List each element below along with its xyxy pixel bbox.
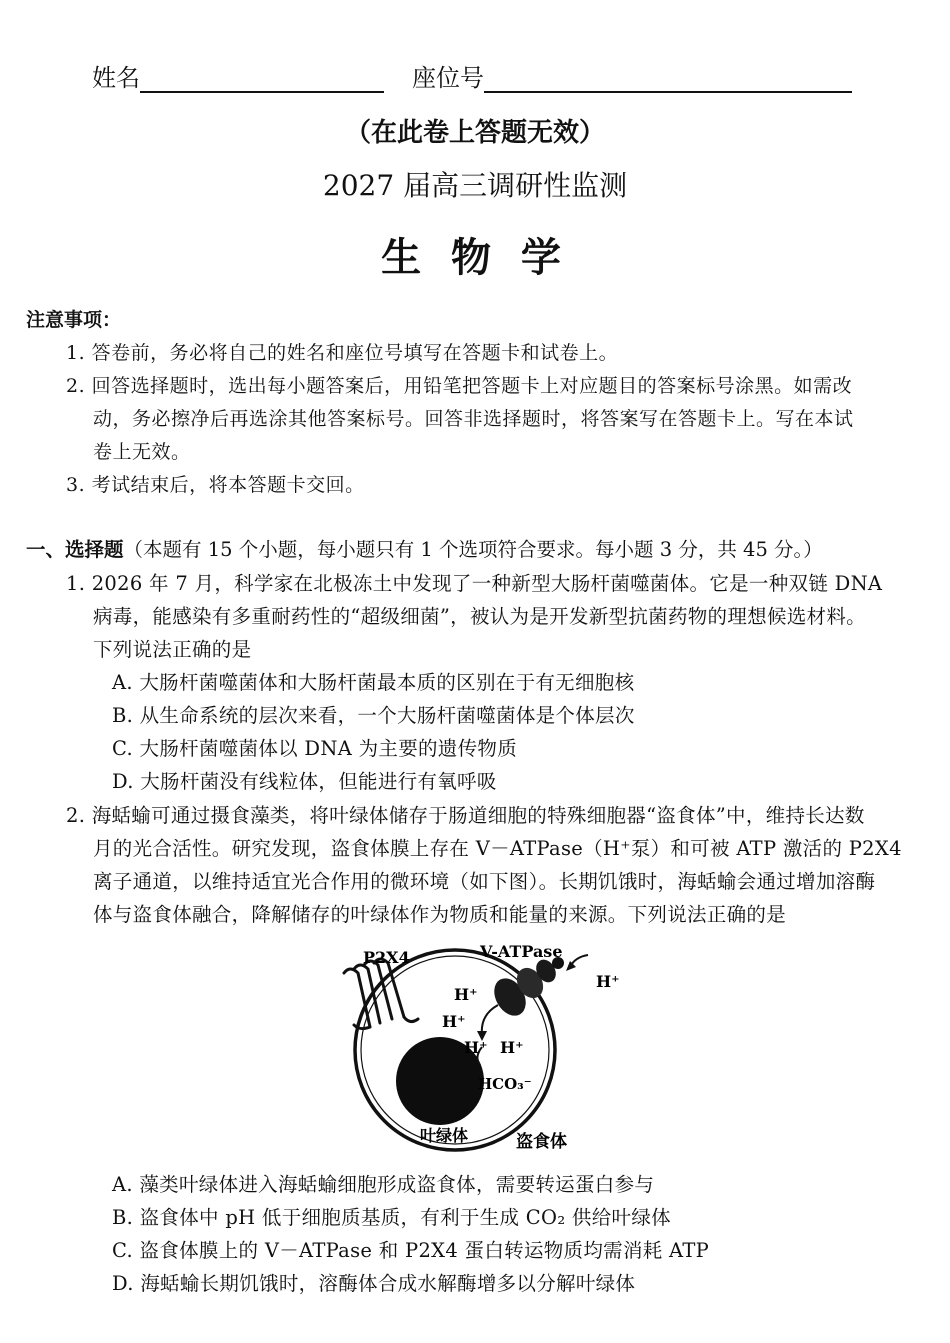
q1-option-c: C. 大肠杆菌噬菌体以 DNA 为主要的遗传物质 bbox=[112, 737, 517, 760]
name-label: 姓名 bbox=[92, 64, 140, 92]
label-h-inside-4: H⁺ bbox=[500, 1038, 524, 1057]
note-item-2-line-3: 卷上无效。 bbox=[93, 441, 191, 463]
section-desc: （本题有 15 个小题，每小题只有 1 个选项符合要求。每小题 3 分，共 45 分。） bbox=[123, 538, 823, 561]
h-pump-arrow bbox=[482, 1005, 498, 1035]
invalid-notice: （在此卷上答题无效） bbox=[344, 118, 605, 148]
subject-title: 生 物 学 bbox=[381, 234, 569, 281]
label-h-inside-2: H⁺ bbox=[442, 1012, 466, 1031]
label-chloroplast: 叶绿体 bbox=[420, 1126, 469, 1145]
v-atpase-pump bbox=[488, 956, 564, 1021]
note-item-2-line-2: 动，务必擦净后再选涂其他答案标号。回答非选择题时，将答案写在答题卡上。写在本试 bbox=[93, 408, 854, 430]
q1-stem-line-2: 病毒，能感染有多重耐药性的“超级细菌”，被认为是开发新型抗菌药物的理想候选材料。 bbox=[93, 605, 866, 628]
label-hco3: HCO₃⁻ bbox=[478, 1075, 532, 1093]
q1-option-d: D. 大肠杆菌没有线粒体，但能进行有氧呼吸 bbox=[112, 770, 497, 793]
label-kleptosome: 盗食体 bbox=[516, 1132, 567, 1152]
seat-field bbox=[412, 58, 852, 93]
label-h-inside-1: H⁺ bbox=[454, 985, 478, 1004]
q2-stem-line-3: 离子通道，以维持适宜光合作用的微环境（如下图）。长期饥饿时，海蛞蝓会通过增加溶酶 bbox=[93, 870, 876, 893]
note-item-1: 1. 答卷前，务必将自己的姓名和座位号填写在答题卡和试卷上。 bbox=[66, 342, 619, 364]
q2-option-b: B. 盗食体中 pH 低于细胞质基质，有利于生成 CO₂ 供给叶绿体 bbox=[112, 1206, 671, 1229]
seat-blank bbox=[484, 65, 852, 93]
label-p2x4: P2X4 bbox=[363, 948, 410, 967]
h-uptake-arrowhead bbox=[566, 961, 576, 971]
seat-label: 座位号 bbox=[412, 64, 484, 92]
name-field bbox=[92, 58, 384, 93]
exam-title: 2027 届高三调研性监测 bbox=[322, 169, 628, 202]
label-h-outside: H⁺ bbox=[596, 972, 620, 991]
label-h-inside-3: H⁺ bbox=[464, 1038, 488, 1057]
name-blank bbox=[140, 65, 384, 93]
q1-option-a: A. 大肠杆菌噬菌体和大肠杆菌最本质的区别在于有无细胞核 bbox=[112, 671, 635, 694]
note-item-2-line-1: 2. 回答选择题时，选出每小题答案后，用铅笔把答题卡上对应题目的答案标号涂黑。如需改 bbox=[66, 375, 853, 397]
q2-stem-line-1: 2. 海蛞蝓可通过摄食藻类，将叶绿体储存于肠道细胞的特殊细胞器“盗食体”中，维持长达数 bbox=[66, 804, 865, 827]
section-heading bbox=[26, 534, 823, 562]
label-v-atpase: V-ATPase bbox=[480, 942, 563, 961]
q2-option-a: A. 藻类叶绿体进入海蛞蝓细胞形成盗食体，需要转运蛋白参与 bbox=[112, 1173, 655, 1196]
q2-stem-line-2: 月的光合活性。研究发现，盗食体膜上存在 V－ATPase（H⁺泵）和可被 ATP 激活的 P2X4 bbox=[93, 837, 902, 860]
note-item-3: 3. 考试结束后，将本答题卡交回。 bbox=[66, 474, 365, 496]
section-title: 一、选择题 bbox=[26, 538, 124, 561]
notes-heading: 注意事项： bbox=[26, 309, 122, 331]
q1-option-b: B. 从生命系统的层次来看，一个大肠杆菌噬菌体是个体层次 bbox=[112, 704, 635, 727]
kleptosome-diagram bbox=[330, 935, 630, 1160]
q1-stem-line-1: 1. 2026 年 7 月，科学家在北极冻土中发现了一种新型大肠杆菌噬菌体。它是一种双链 DNA bbox=[66, 572, 883, 595]
q2-stem-line-4: 体与盗食体融合，降解储存的叶绿体作为物质和能量的来源。下列说法正确的是 bbox=[93, 903, 787, 926]
q2-option-c: C. 盗食体膜上的 V－ATPase 和 P2X4 蛋白转运物质均需消耗 ATP bbox=[112, 1239, 710, 1262]
q1-stem-line-3: 下列说法正确的是 bbox=[93, 638, 252, 661]
q2-option-d: D. 海蛞蝓长期饥饿时，溶酶体合成水解酶增多以分解叶绿体 bbox=[112, 1272, 636, 1295]
